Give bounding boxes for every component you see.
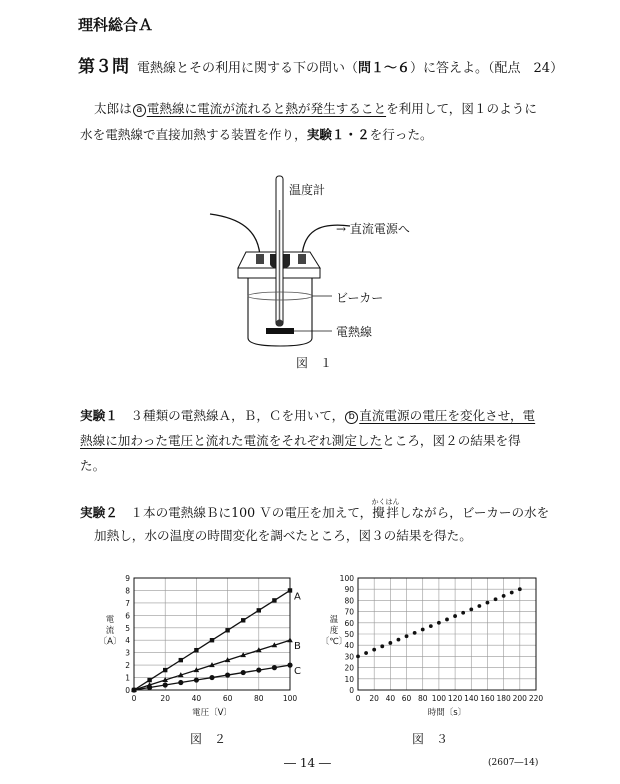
y-tick-label: 0 <box>125 686 130 695</box>
question-header <box>78 52 563 77</box>
exp2-line-2: 加熱し，水の温度の時間変化を調べたところ，図３の結果を得た。 <box>94 528 472 543</box>
data-point <box>272 665 277 670</box>
x-tick-label: 40 <box>191 694 202 703</box>
data-point <box>437 621 441 625</box>
plot-frame <box>134 578 290 690</box>
data-point <box>421 628 425 632</box>
page-number: ― 14 ― <box>284 756 331 770</box>
left-wire <box>210 214 260 256</box>
exp2-text-post: しながら，ビーカーの水を <box>398 505 550 520</box>
label-heater: 電熱線 <box>336 325 373 339</box>
y-tick-label: 90 <box>344 585 354 595</box>
data-point <box>287 637 293 642</box>
ruby-stir: 攪拌かくはん <box>371 498 400 520</box>
label-power: → 直流電源へ <box>336 222 410 236</box>
x-tick-label: 220 <box>528 694 544 703</box>
x-tick-label: 20 <box>369 694 379 703</box>
y-tick-label: 6 <box>125 611 130 621</box>
data-point <box>469 607 473 611</box>
intro-text-2-post: を行った。 <box>369 127 433 142</box>
y-axis-label-part: 温 <box>329 615 339 625</box>
data-point <box>477 604 481 608</box>
question-number: 第３問 <box>78 57 129 77</box>
data-point <box>210 638 214 642</box>
y-tick-label: 8 <box>125 586 130 596</box>
figure2-caption: 図 ２ <box>190 732 227 746</box>
data-point <box>288 588 292 592</box>
data-point <box>225 628 229 632</box>
data-point <box>147 678 151 682</box>
underline-b-2: 熱線に加わった電圧と流れた電流をそれぞれ測定した <box>80 433 383 448</box>
marker-a: a <box>133 104 146 117</box>
label-beaker: ビーカー <box>336 291 384 305</box>
data-point <box>241 618 245 622</box>
x-tick-label: 40 <box>385 694 396 703</box>
data-point <box>494 597 498 601</box>
x-tick-label: 80 <box>254 694 264 703</box>
terminal-right <box>298 254 306 264</box>
x-tick-label: 0 <box>355 694 361 703</box>
data-point <box>272 598 276 602</box>
data-point <box>147 685 152 690</box>
x-axis-label: 電圧〔V〕 <box>192 708 232 718</box>
experiment-ref: 実験１・２ <box>306 127 370 142</box>
y-tick-label: 30 <box>344 652 354 662</box>
y-axis-label-part: 〔℃〕 <box>320 637 348 647</box>
data-point <box>397 638 401 642</box>
x-tick-label: 60 <box>222 694 233 703</box>
y-tick-label: 10 <box>344 674 354 684</box>
series-label-A: A <box>294 591 301 603</box>
data-point <box>429 624 433 628</box>
data-point <box>380 644 384 648</box>
data-point <box>445 618 449 622</box>
y-tick-label: 2 <box>125 661 130 671</box>
data-point <box>163 682 168 687</box>
data-point <box>502 594 506 598</box>
underline-b-1: 直流電源の電圧を変化させ，電 <box>359 408 536 423</box>
heater-coil <box>266 328 294 334</box>
data-point <box>194 648 198 652</box>
x-tick-label: 180 <box>496 694 511 703</box>
data-point <box>486 601 490 605</box>
y-axis-label-part: 度 <box>329 626 339 636</box>
figure2-chart <box>90 568 330 728</box>
y-tick-label: 5 <box>125 623 130 633</box>
y-tick-label: 60 <box>344 618 354 628</box>
series-label-C: C <box>294 666 301 678</box>
exp1-line-3: た。 <box>80 458 106 473</box>
y-axis-label-part: 流 <box>105 626 115 636</box>
label-thermometer: 温度計 <box>289 183 326 197</box>
intro-text-2: 水を電熱線で直接加熱する装置を作り， <box>80 127 307 142</box>
data-point <box>241 670 246 675</box>
data-point <box>372 648 376 652</box>
y-tick-label: 0 <box>349 686 354 695</box>
figure3-chart <box>316 568 566 728</box>
y-tick-label: 100 <box>339 574 354 583</box>
y-tick-label: 1 <box>125 673 130 683</box>
figure1-caption: 図 １ <box>296 356 333 370</box>
x-tick-label: 0 <box>131 694 137 703</box>
x-tick-label: 80 <box>417 694 428 703</box>
data-point <box>178 680 183 685</box>
underline-a: 電熱線に電流が流れると熱が発生すること <box>146 101 387 116</box>
data-point <box>453 614 457 618</box>
series-label-B: B <box>294 641 301 653</box>
exp2-label: 実験２ <box>80 505 118 520</box>
y-tick-label: 3 <box>125 648 130 658</box>
question-text-part2: ）に答えよ。（配点 24） <box>410 61 564 76</box>
data-point <box>179 658 183 662</box>
x-tick-label: 100 <box>282 694 298 703</box>
y-tick-label: 9 <box>125 574 130 583</box>
exp2-text: １本の電熱線Ｂに100 Ｖの電圧を加えて， <box>130 505 373 520</box>
y-tick-label: 80 <box>344 596 354 606</box>
exp1-text: ３種類の電熱線Ａ，Ｂ，Ｃを用いて， <box>130 408 345 423</box>
data-point <box>356 655 360 659</box>
x-tick-label: 200 <box>512 694 527 703</box>
data-point <box>131 687 136 692</box>
data-point <box>287 663 292 668</box>
question-text-part1: 電熱線とその利用に関する下の問い（ <box>137 61 359 76</box>
exp1-text-post: ところ，図２の結果を得 <box>382 433 521 448</box>
y-tick-label: 40 <box>344 641 354 651</box>
data-point <box>163 668 167 672</box>
data-point <box>518 587 522 591</box>
data-point <box>364 651 368 655</box>
data-point <box>413 631 417 635</box>
x-tick-label: 160 <box>480 694 495 703</box>
exp2-line-1 <box>80 498 549 526</box>
y-axis-label-part: 電 <box>105 615 115 625</box>
data-point <box>256 667 261 672</box>
page-code: (2607―14) <box>488 758 539 768</box>
exp1-label: 実験１ <box>80 408 118 423</box>
exp1-line-1 <box>80 403 535 429</box>
data-point <box>510 591 514 595</box>
x-tick-label: 60 <box>401 694 412 703</box>
intro-text: 太郎は <box>94 101 132 116</box>
y-tick-label: 50 <box>344 630 354 639</box>
data-point <box>209 675 214 680</box>
marker-b: b <box>345 411 358 424</box>
x-axis-label: 時間〔s〕 <box>427 708 467 718</box>
y-axis-label-part: 〔A〕 <box>98 637 122 647</box>
intro-line-2 <box>80 122 433 148</box>
figure3-caption: 図 ３ <box>412 732 449 746</box>
y-tick-label: 4 <box>125 636 130 646</box>
intro-line-1 <box>94 96 537 122</box>
data-point <box>461 611 465 615</box>
x-tick-label: 140 <box>464 694 479 703</box>
y-tick-label: 7 <box>125 598 130 608</box>
data-point <box>225 672 230 677</box>
question-range: 問１～６ <box>358 61 411 76</box>
data-point <box>405 634 409 638</box>
x-tick-label: 120 <box>447 694 463 703</box>
data-point <box>194 677 199 682</box>
data-point <box>388 641 392 645</box>
subject-title: 理科総合Ａ <box>78 16 154 34</box>
x-tick-label: 20 <box>160 694 170 703</box>
x-tick-label: 100 <box>431 694 447 703</box>
exp1-line-2 <box>80 428 521 454</box>
y-tick-label: 70 <box>344 607 354 617</box>
figure1-apparatus <box>200 170 440 370</box>
terminal-left <box>256 254 264 264</box>
data-point <box>257 608 261 612</box>
intro-text-post: を利用して，図１のように <box>386 101 537 116</box>
y-tick-label: 20 <box>344 663 354 673</box>
